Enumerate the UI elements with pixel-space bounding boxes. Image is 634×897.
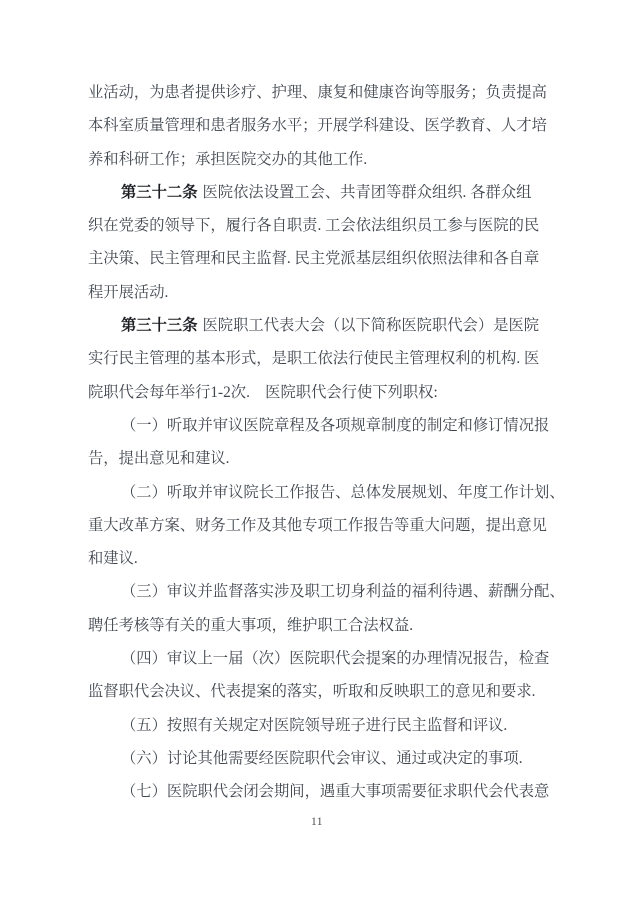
line-text: 织在党委的领导下，履行各自职责. 工会依法组织员工参与医院的民: [88, 217, 540, 235]
document-content: [88, 76, 565, 809]
text-line: [88, 342, 547, 375]
text-line: [88, 242, 547, 275]
text-line: [88, 143, 547, 176]
article-heading: 第三十二条: [121, 183, 198, 201]
text-line: [88, 376, 547, 409]
text-line: [88, 476, 565, 509]
text-line: [88, 709, 547, 742]
line-text: 业活动，为患者提供诊疗、护理、康复和健康咨询等服务；负责提高: [88, 84, 547, 101]
text-line: [88, 609, 547, 642]
text-line: [88, 209, 547, 242]
line-text: （七）医院职代会闭会期间，遇重大事项需要征求职代会代表意: [121, 783, 550, 801]
line-text: （三）审议并监督落实涉及职工切身利益的福利待遇、薪酬分配、: [121, 583, 565, 601]
line-text: （四）审议上一届（次）医院职代会提案的办理情况报告，检查: [121, 650, 550, 668]
text-line: [88, 76, 547, 109]
line-text: 养和科研工作；承担医院交办的其他工作.: [88, 150, 368, 168]
line-text: 本科室质量管理和患者服务水平；开展学科建设、医学教育、人才培: [88, 117, 547, 135]
line-text: 程开展活动.: [88, 283, 169, 301]
line-text: 主决策、民主管理和民主监督. 民主党派基层组织依照法律和各自章: [88, 250, 540, 268]
line-text: 聘任考核等有关的重大事项，维护职工合法权益.: [88, 616, 414, 634]
page-number: 11: [310, 816, 324, 828]
line-text: （五）按照有关规定对医院领导班子进行民主监督和评议.: [121, 716, 508, 734]
text-line: [88, 176, 547, 209]
line-text: 和建议.: [88, 550, 138, 568]
text-line: [88, 442, 547, 475]
text-line: [88, 109, 547, 142]
text-line: [88, 642, 550, 675]
line-text: 实行民主管理的基本形式，是职工依法行使民主管理权利的机构. 医: [88, 350, 540, 368]
text-line: [88, 542, 547, 575]
line-text: 医院依法设置工会、共青团等群众组织. 各群众组: [202, 183, 532, 201]
line-text: 监督职代会决议、代表提案的落实，听取和反映职工的意见和要求.: [88, 683, 536, 701]
text-line: [88, 675, 547, 708]
line-text: 告，提出意见和建议.: [88, 450, 230, 468]
text-line: [88, 775, 550, 808]
text-line: [88, 575, 565, 608]
text-line: [88, 509, 547, 542]
text-line: [88, 309, 547, 342]
line-text: 医院职工代表大会（以下简称医院职代会）是医院: [202, 317, 540, 335]
line-text: 重大改革方案、财务工作及其他专项工作报告等重大问题，提出意见: [88, 516, 547, 534]
line-text: 院职代会每年举行1-2次. 医院职代会行使下列职权:: [88, 383, 438, 401]
text-line: [88, 742, 547, 775]
line-text: （一）听取并审议医院章程及各项规章制度的制定和修订情况报: [121, 416, 550, 434]
text-line: [88, 409, 550, 442]
article-heading: 第三十三条: [121, 317, 198, 335]
text-line: [88, 276, 547, 309]
line-text: （二）听取并审议院长工作报告、总体发展规划、年度工作计划、: [121, 483, 565, 501]
line-text: （六）讨论其他需要经医院职代会审议、通过或决定的事项.: [121, 749, 523, 767]
